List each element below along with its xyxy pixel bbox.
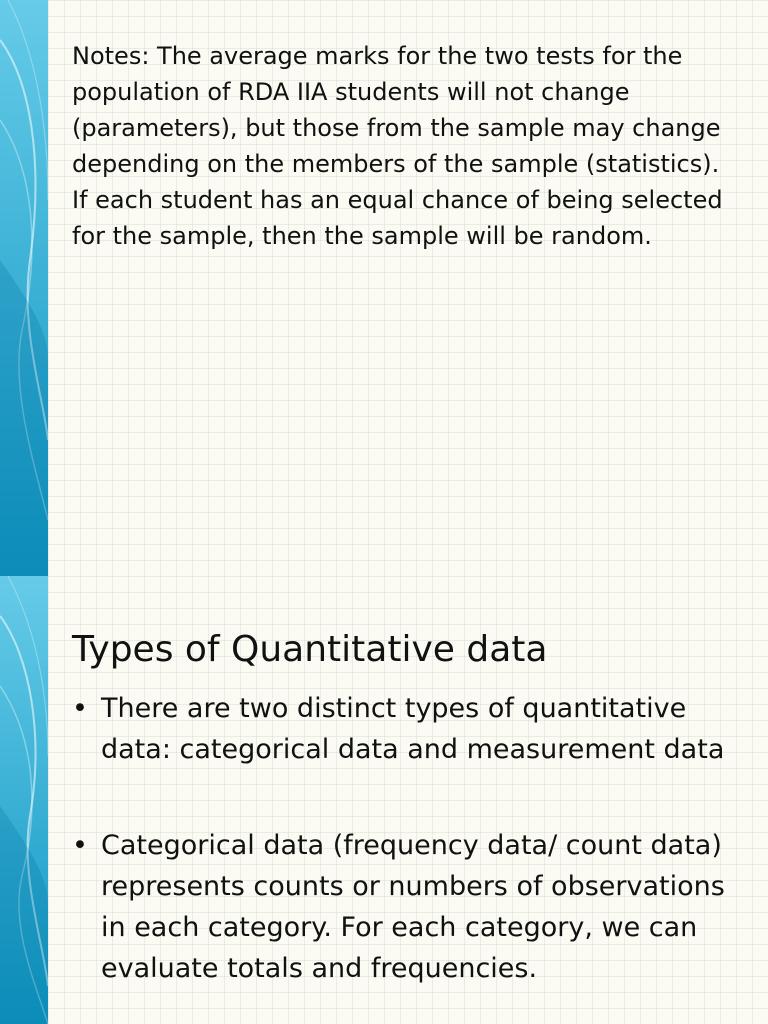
- bullet-text: Categorical data (frequency data/ count data) represents counts or numbers of observations in each category. For each category, we can evaluate totals and frequencies.: [101, 830, 725, 984]
- bullet-item: [72, 688, 742, 770]
- decorative-side-band: [0, 576, 48, 1024]
- bullet-text: There are two distinct types of quantitative data: categorical data and measurement data: [101, 693, 725, 765]
- bullet-icon: •: [72, 830, 88, 861]
- decorative-side-band: [0, 0, 48, 576]
- bullet-icon: •: [72, 693, 88, 724]
- slide-types-of-quantitative-data: [0, 576, 768, 1024]
- wave-decoration-icon: [0, 576, 48, 1024]
- wave-decoration-icon: [0, 0, 48, 576]
- bullet-item: [72, 825, 742, 989]
- slide-title: Types of Quantitative data: [72, 629, 548, 670]
- notes-text: Notes: The average marks for the two tests for the population of RDA IIA students will not change (parameters), but those from the sample may change depending on the members of the sample (statistics). If each student has an equal chance of being selected for the sample, then the sample will be random.: [72, 42, 723, 250]
- bullet-list: [72, 688, 742, 989]
